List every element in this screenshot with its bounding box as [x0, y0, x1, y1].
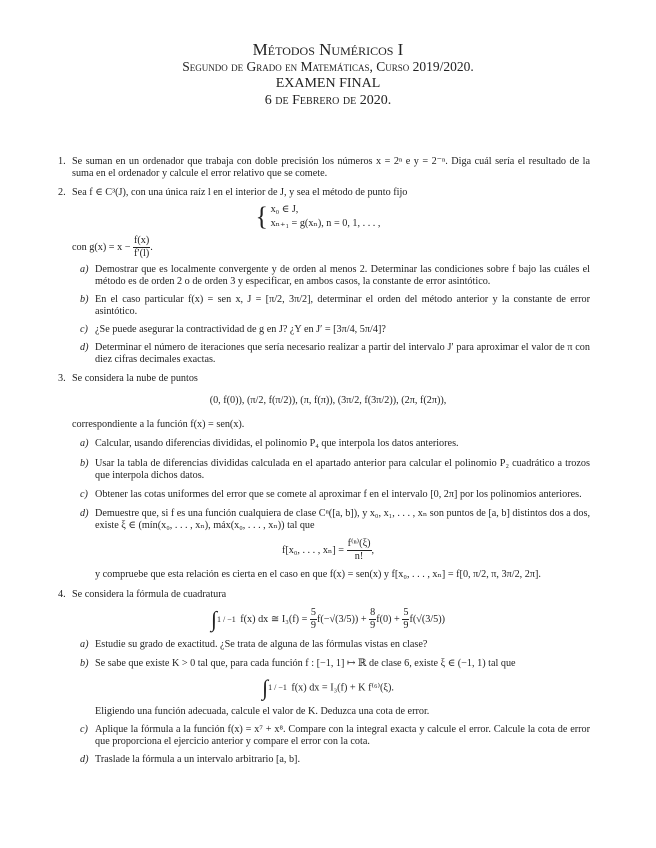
q2-item-c: [80, 324, 590, 336]
g-definition: [72, 235, 590, 260]
system-line-1: x₀ ∈ J,: [270, 204, 299, 215]
q2-item-c-label: c): [80, 324, 88, 335]
fraction-denominator: f′(l): [134, 248, 150, 259]
exam-body: [0, 156, 656, 766]
q3-item-d: [80, 508, 590, 532]
q4-item-a: [80, 639, 590, 651]
q3-item-b-text: Usar la tabla de diferencias divididas calculada en el apartado anterior para calcular el polinomio P₂ cuadrático a trozos que interpola dichos datos.: [95, 458, 590, 481]
formula-lhs: f(x) dx ≅ I₃(f) =: [240, 613, 308, 625]
exam-date: 6 de Febrero de 2020.: [264, 93, 392, 108]
q4-item-c-label: c): [80, 724, 88, 735]
q2-item-c-text: ¿Se puede asegurar la contractividad de g en J? ¿Y en J′ = [3π/4, 5π/4]?: [95, 324, 386, 335]
fraction-denominator: 9: [403, 620, 409, 631]
fraction-denominator: 9: [370, 620, 376, 631]
q3-item-d-label: d): [80, 508, 89, 519]
q3-item-c: [80, 489, 590, 501]
fraction-numerator: f(x): [134, 235, 150, 246]
q3-item-c-text: Obtener las cotas uniformes del error que se comete al aproximar f en el intervalo [0, 2π] por los polinomios anteriores.: [95, 489, 582, 500]
integral-limits: 1 / −1: [268, 683, 287, 692]
equation-lhs: f[x₀, . . . , xₙ] =: [281, 544, 345, 556]
q3-item-a: [80, 438, 590, 450]
question-2-text: Sea f ∈ C³(J), con una única raíz l en el interior de J, y sea el método de punto fijo: [72, 187, 408, 198]
q2-item-d: [80, 342, 590, 366]
q2-item-d-text: Determinar el número de iteraciones que sería necesario realizar a partir del intervalo J′ para aproximar el valor de π con diez cifras decimales exactas.: [95, 342, 590, 365]
q3-item-d-text: Demuestre que, si f es una función cualquiera de clase Cⁿ([a, b]), y x₀, x₁, . . . , xₙ son puntos de [a, b] distintos dos a dos, existe ξ ∈ (mín(x₀, . . . , xₙ), máx(x₀, . . . , xₙ)) tal que: [95, 508, 590, 531]
q2-item-a-label: a): [80, 264, 89, 275]
comma: ,: [371, 544, 375, 556]
question-1: [58, 156, 590, 180]
g-definition-text: con g(x) = x −: [72, 241, 131, 253]
question-3: [58, 373, 590, 385]
integral-limits: 1 / −1: [216, 614, 236, 624]
q2-item-a: [80, 264, 590, 288]
system-line-2: xₙ₊₁ = g(xₙ), n = 0, 1, . . . ,: [270, 218, 381, 229]
error-formula: [0, 676, 656, 700]
term-negative-node: f(−√(3/5)): [316, 613, 359, 625]
question-4-number: 4.: [58, 589, 66, 600]
q3-check-text: y compruebe que esta relación es cierta en el caso en que f(x) = sen(x) y f[x₀, . . . , xₙ] = f[0, π/2, π, 3π/2, 2π].: [95, 569, 541, 580]
fraction-numerator: 5: [403, 607, 409, 618]
error-formula-text: f(x) dx = I₃(f) + K f⁽⁶⁾(ξ).: [291, 682, 394, 694]
q3-item-a-label: a): [80, 438, 89, 449]
term-center-node: f(0) +: [376, 613, 400, 625]
question-2: [58, 187, 590, 199]
q4-choose-text: Eligiendo una función adecuada, calcule el valor de K. Deduzca una cota de error.: [95, 706, 430, 717]
question-3-text: Se considera la nube de puntos: [72, 373, 198, 384]
degree-line: Segundo de Grado en Matemáticas, Curso 2019/2020.: [182, 59, 474, 74]
q4-item-c: [80, 724, 590, 748]
quadrature-formula: [0, 607, 656, 632]
q4-item-d-label: d): [80, 754, 89, 765]
fraction-numerator: 8: [370, 607, 376, 618]
integral-sign: ∫: [262, 675, 269, 700]
fixed-point-system: [0, 203, 656, 231]
fraction-numerator: f⁽ⁿ⁾(ξ): [347, 538, 371, 549]
q4-item-d-text: Traslade la fórmula a un intervalo arbitrario [a, b].: [95, 754, 300, 765]
q4-item-b: [80, 658, 590, 670]
question-1-number: 1.: [58, 156, 66, 167]
period: .: [150, 241, 153, 253]
question-1-text: Se suman en un ordenador que trabaja con doble precisión los números x = 2ⁿ e y = 2⁻ⁿ. Diga cuál sería el resultado de la suma en el ordenador y calcule el error relativo que se comete.: [72, 156, 590, 179]
q3-item-b: [80, 458, 590, 482]
question-3-number: 3.: [58, 373, 66, 384]
q2-item-d-label: d): [80, 342, 89, 353]
q4-item-a-text: Estudie su grado de exactitud. ¿Se trata de alguna de las fórmulas vistas en clase?: [95, 639, 428, 650]
q4-item-b-label: b): [80, 658, 89, 669]
function-statement: correspondiente a la función f(x) = sen(x).: [72, 419, 245, 430]
q4-item-d: [80, 754, 590, 766]
q3-item-a-text: Calcular, usando diferencias divididas, el polinomio P₄ que interpola los datos anteriores.: [95, 438, 459, 449]
q2-item-b: [80, 294, 590, 318]
exam-title: EXAMEN FINAL: [275, 76, 381, 91]
q3-item-c-label: c): [80, 489, 88, 500]
q2-item-b-label: b): [80, 294, 89, 305]
fraction-denominator: 9: [310, 620, 316, 631]
q4-item-a-label: a): [80, 639, 89, 650]
q2-item-b-text: En el caso particular f(x) = sen x, J = [π/2, 3π/2], determinar el orden del método anterior y la constante de error asintótico.: [95, 294, 590, 317]
question-2-number: 2.: [58, 187, 66, 198]
question-4-text: Se considera la fórmula de cuadratura: [72, 589, 227, 600]
q4-item-b-text: Se sabe que existe K > 0 tal que, para cada función f : [−1, 1] ↦ ℝ de clase 6, existe ξ ∈ (−1, 1) tal que: [95, 658, 516, 669]
q4-item-c-text: Aplique la fórmula a la función f(x) = x⁷ + x⁸. Compare con la integral exacta y calcule el error. Calcule la cota de error que proporciona el ejercicio anterior y compare el error con la cota.: [95, 724, 590, 747]
question-4: [58, 589, 590, 601]
divided-difference-equation: [0, 538, 656, 563]
term-positive-node: f(√(3/5)): [409, 613, 446, 625]
q3-item-b-label: b): [80, 458, 89, 469]
integral-sign: ∫: [210, 606, 217, 632]
fraction-denominator: n!: [354, 551, 364, 562]
plus-sign: +: [360, 613, 367, 625]
point-cloud: (0, f(0)), (π/2, f(π/2)), (π, f(π)), (3π/2, f(3π/2)), (2π, f(2π)),: [209, 395, 447, 406]
brace: {: [255, 202, 269, 231]
course-title: Métodos Numéricos I: [252, 40, 404, 59]
fraction-numerator: 5: [310, 607, 316, 618]
q2-item-a-text: Demostrar que es localmente convergente y de orden al menos 2. Determinar las condiciones sobre f bajo las cuáles el método es de orden 2 o de orden 3 y especificar, en ambos casos, la constante de error asintótico.: [95, 264, 590, 287]
